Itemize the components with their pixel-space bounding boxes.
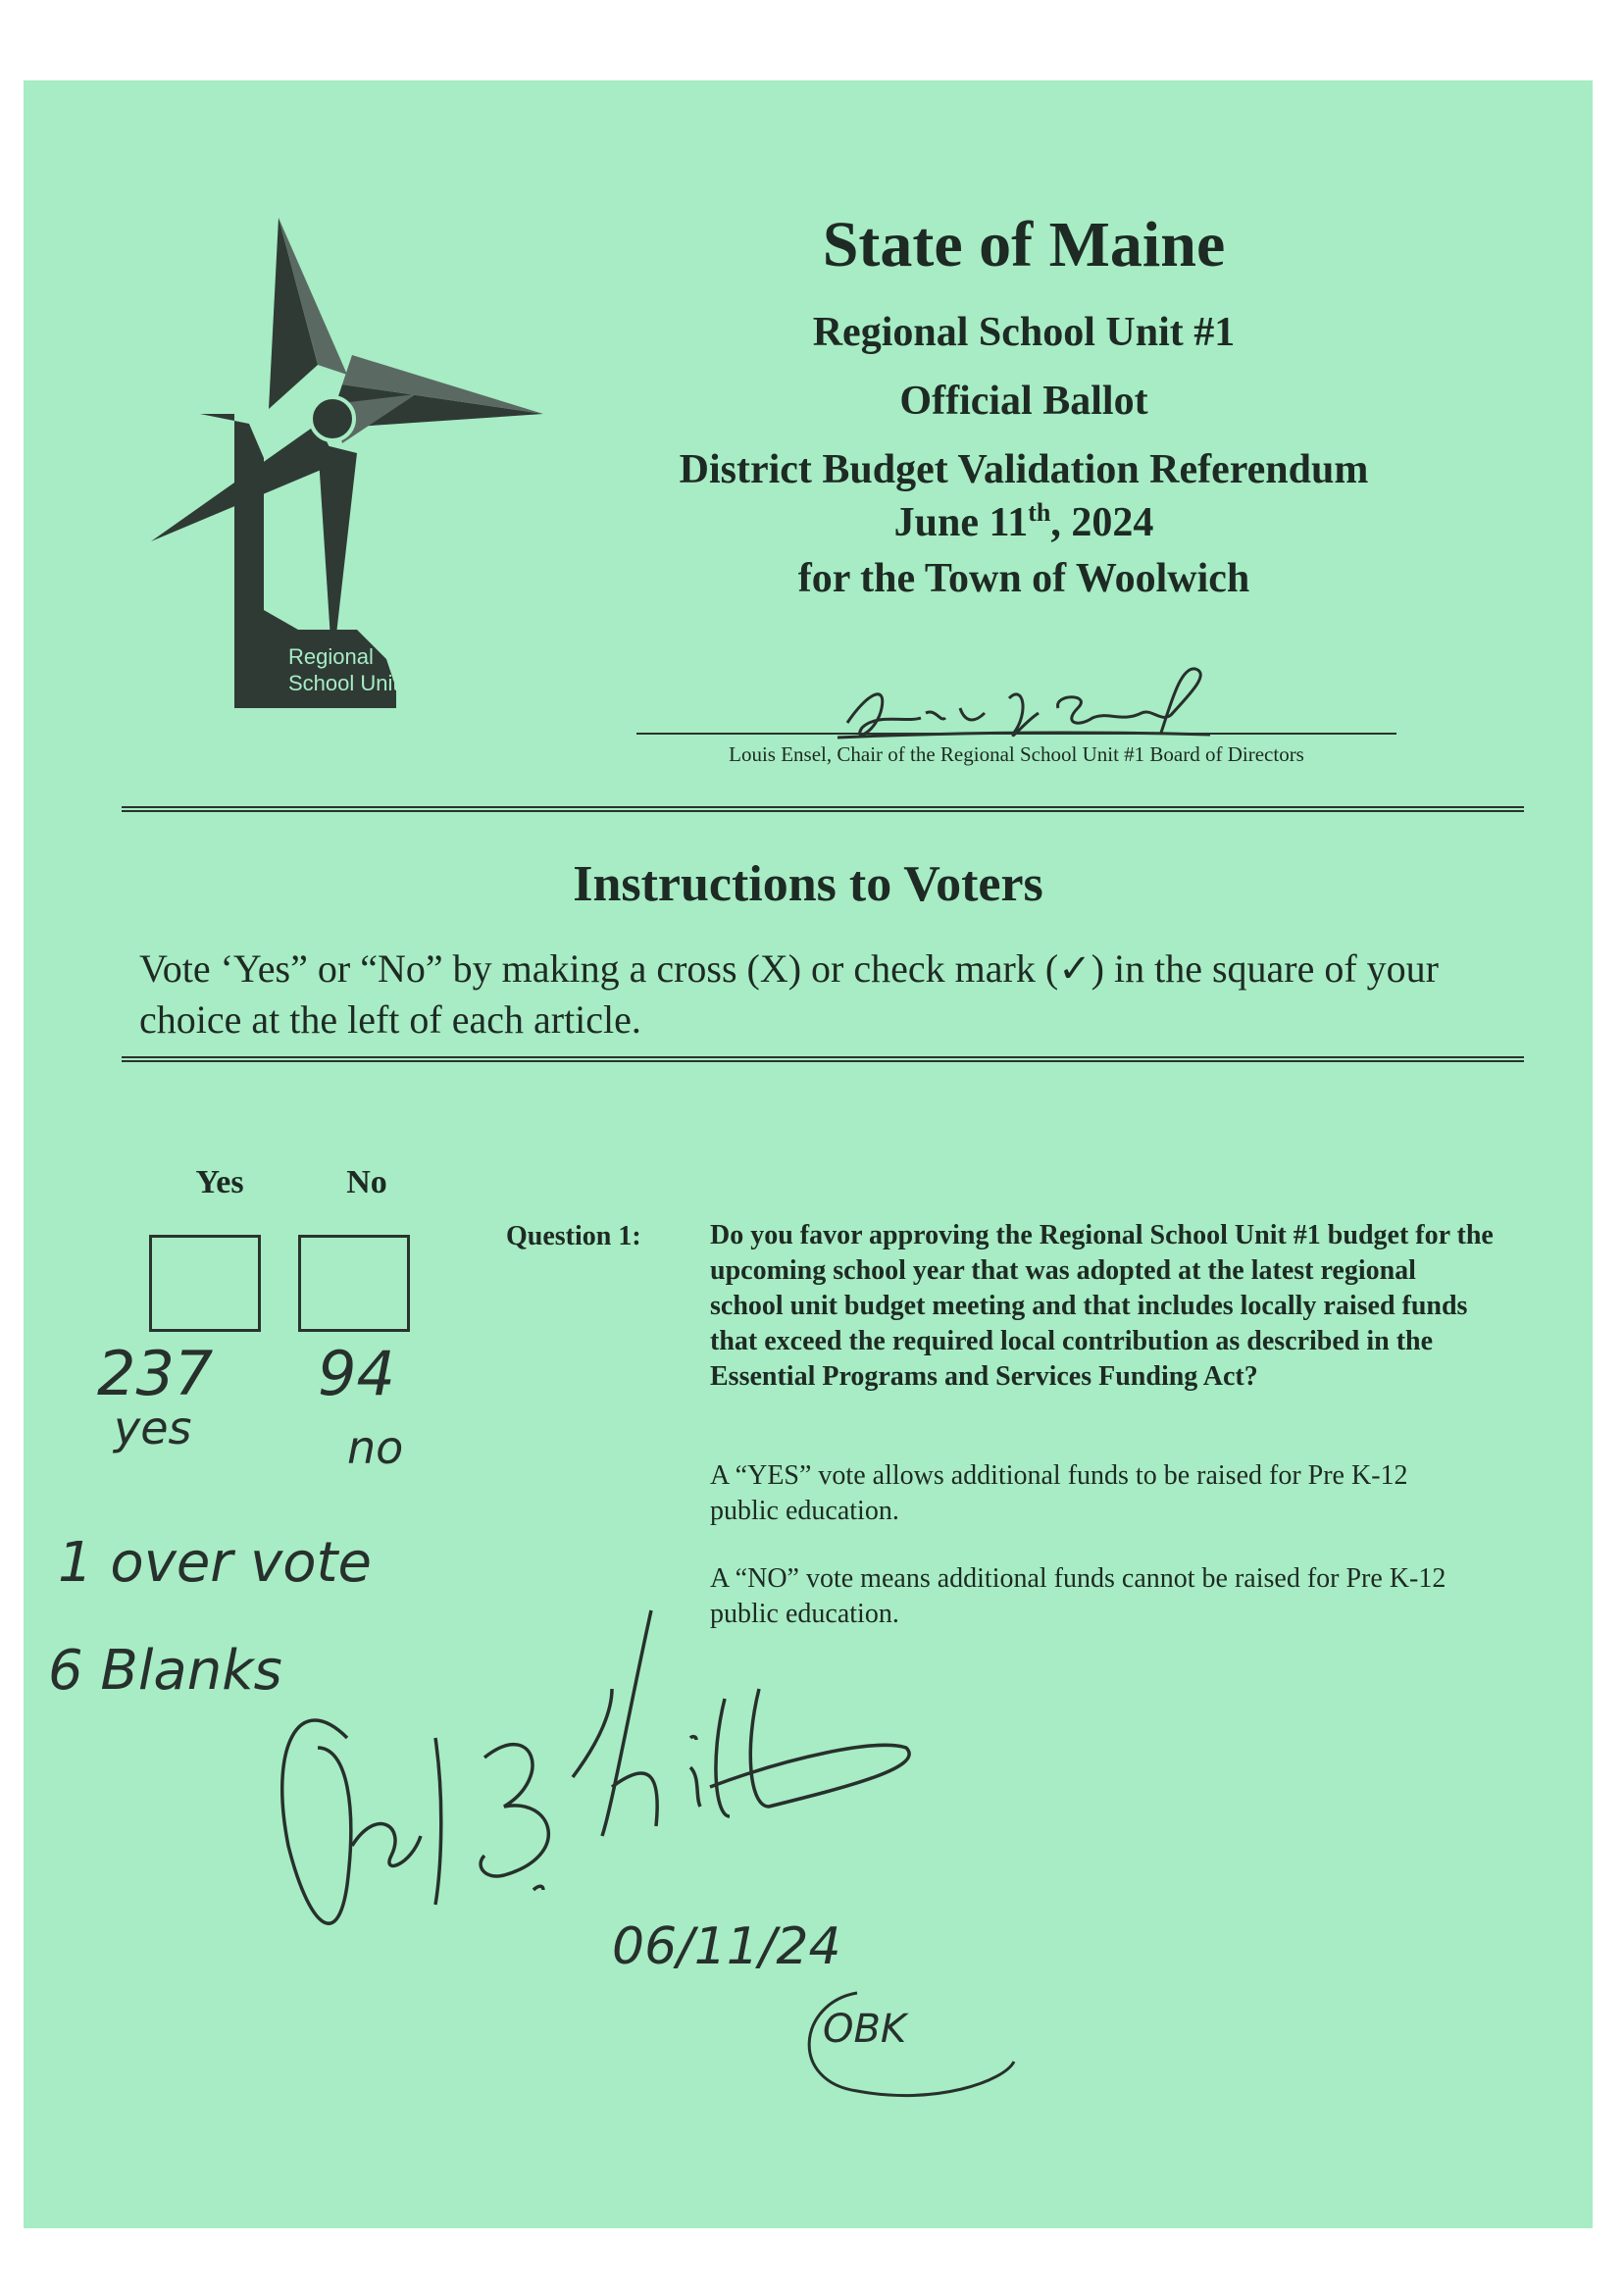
chair-caption: Louis Ensel, Chair of the Regional School Unit #1 Board of Directors: [729, 742, 1304, 766]
hw-no-count: 94: [318, 1338, 395, 1409]
hw-yes-label: yes: [114, 1402, 192, 1454]
logo-line1: Regional: [288, 644, 374, 669]
logo-mark: RSU1: [180, 546, 244, 698]
instructions-text: Vote ‘Yes” or “No” by making a cross (X) or check mark (✓) in the square of your choice at the left of each article.: [139, 946, 1439, 1042]
date-main: June 11: [893, 500, 1029, 545]
ballot-sheet: [24, 80, 1593, 2228]
handwritten-annotations: [24, 80, 1593, 2228]
title-referendum: District Budget Validation Referendum: [679, 447, 1369, 492]
hw-initials: OBK: [823, 2007, 907, 2052]
hw-yes-count: 237: [97, 1338, 214, 1409]
logo-line2: School Unit: [288, 671, 399, 695]
yes-explanation: A “YES” vote allows additional funds to be raised for Pre K-12 public education.: [710, 1460, 1408, 1526]
no-explanation: A “NO” vote means additional funds cannot be raised for Pre K-12 public education.: [710, 1563, 1446, 1629]
hw-date: 06/11/24: [612, 1917, 841, 1976]
instructions-title: Instructions to Voters: [573, 856, 1043, 912]
title-state: State of Maine: [822, 209, 1226, 280]
yes-column-header: Yes: [195, 1164, 244, 1200]
question-text: Do you favor approving the Regional School Unit #1 budget for the upcoming school year that was adopted at the latest regional school unit budget meeting and that includes locally raised funds that exceed the required local contribution as described in the Essential Programs and Services Funding Act?: [710, 1220, 1494, 1392]
clerk-signature: [282, 1610, 909, 1923]
date-suffix: th: [1028, 498, 1051, 527]
title-unit: Regional School Unit #1: [812, 310, 1236, 355]
title-town: for the Town of Woolwich: [797, 556, 1250, 601]
hw-blanks: 6 Blanks: [48, 1639, 282, 1703]
date-year: , 2024: [1050, 500, 1154, 545]
title-ballot: Official Ballot: [899, 379, 1148, 424]
no-column-header: No: [346, 1164, 387, 1200]
hw-no-label: no: [347, 1421, 404, 1474]
question-label: Question 1:: [506, 1221, 641, 1251]
hw-over-vote: 1 over vote: [58, 1531, 372, 1595]
